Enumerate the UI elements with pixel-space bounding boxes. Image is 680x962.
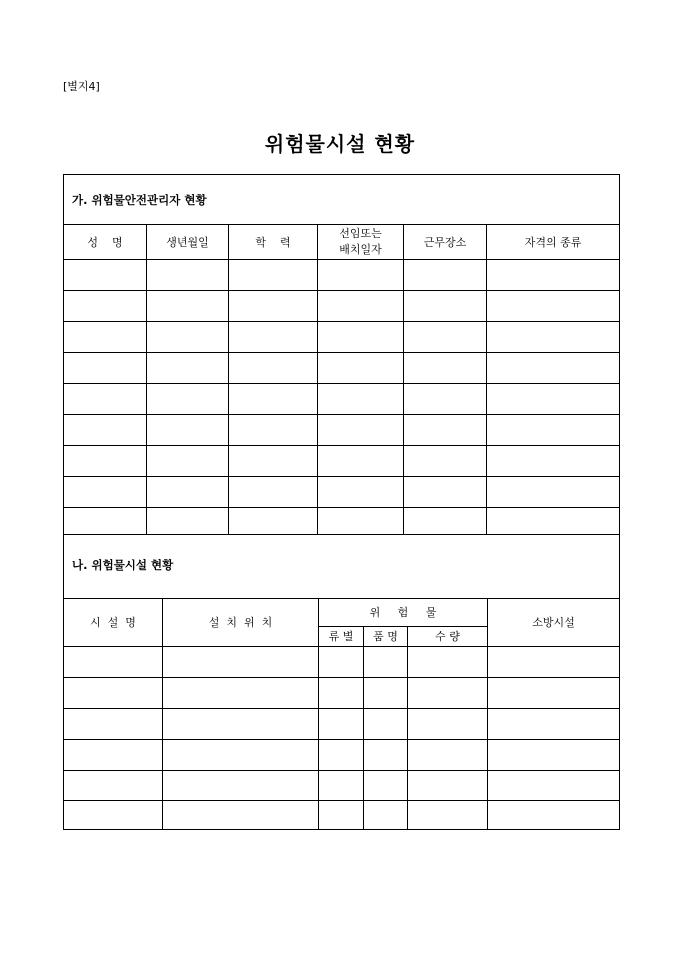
col-quantity-header: 수 량 bbox=[408, 626, 488, 646]
table-row bbox=[64, 384, 620, 415]
table-row bbox=[64, 291, 620, 322]
table-row bbox=[64, 646, 620, 677]
table-row bbox=[64, 415, 620, 446]
col-education-header: 학 력 bbox=[229, 225, 318, 260]
col-birthdate-header: 생년월일 bbox=[147, 225, 229, 260]
table-row bbox=[64, 677, 620, 708]
col-hazmat-header: 위 험 물 bbox=[319, 598, 488, 626]
form-number-label: [별지4] bbox=[63, 80, 100, 93]
table-row bbox=[64, 446, 620, 477]
table-row bbox=[64, 770, 620, 800]
table-row bbox=[64, 708, 620, 739]
table-row bbox=[64, 508, 620, 535]
col-workplace-header: 근무장소 bbox=[404, 225, 487, 260]
appointment-line-2: 배치일자 bbox=[339, 243, 382, 256]
col-location-header: 설 치 위 치 bbox=[163, 598, 319, 646]
col-qualification-header: 자격의 종류 bbox=[487, 225, 620, 260]
col-appointment-date-header bbox=[318, 225, 404, 260]
table-row bbox=[64, 260, 620, 291]
document-title: 위험물시설 현황 bbox=[264, 132, 416, 156]
col-fire-facility-header: 소방시설 bbox=[488, 598, 620, 646]
col-item-header: 품 명 bbox=[364, 626, 408, 646]
section-b-heading: 나. 위험물시설 현황 bbox=[64, 532, 620, 598]
section-a-header-row bbox=[64, 225, 620, 260]
table-row bbox=[64, 739, 620, 770]
col-facility-name-header: 시 설 명 bbox=[64, 598, 163, 646]
section-b-header-row bbox=[64, 598, 620, 626]
safety-manager-table bbox=[63, 174, 620, 535]
section-a-heading: 가. 위험물안전관리자 현황 bbox=[64, 175, 620, 225]
table-row bbox=[64, 353, 620, 384]
hazmat-facility-table bbox=[63, 532, 620, 830]
col-name-header: 성 명 bbox=[64, 225, 147, 260]
table-row bbox=[64, 800, 620, 829]
col-category-header: 류 별 bbox=[319, 626, 364, 646]
table-row bbox=[64, 477, 620, 508]
appointment-line-1: 선임또는 bbox=[339, 227, 382, 240]
table-row bbox=[64, 322, 620, 353]
